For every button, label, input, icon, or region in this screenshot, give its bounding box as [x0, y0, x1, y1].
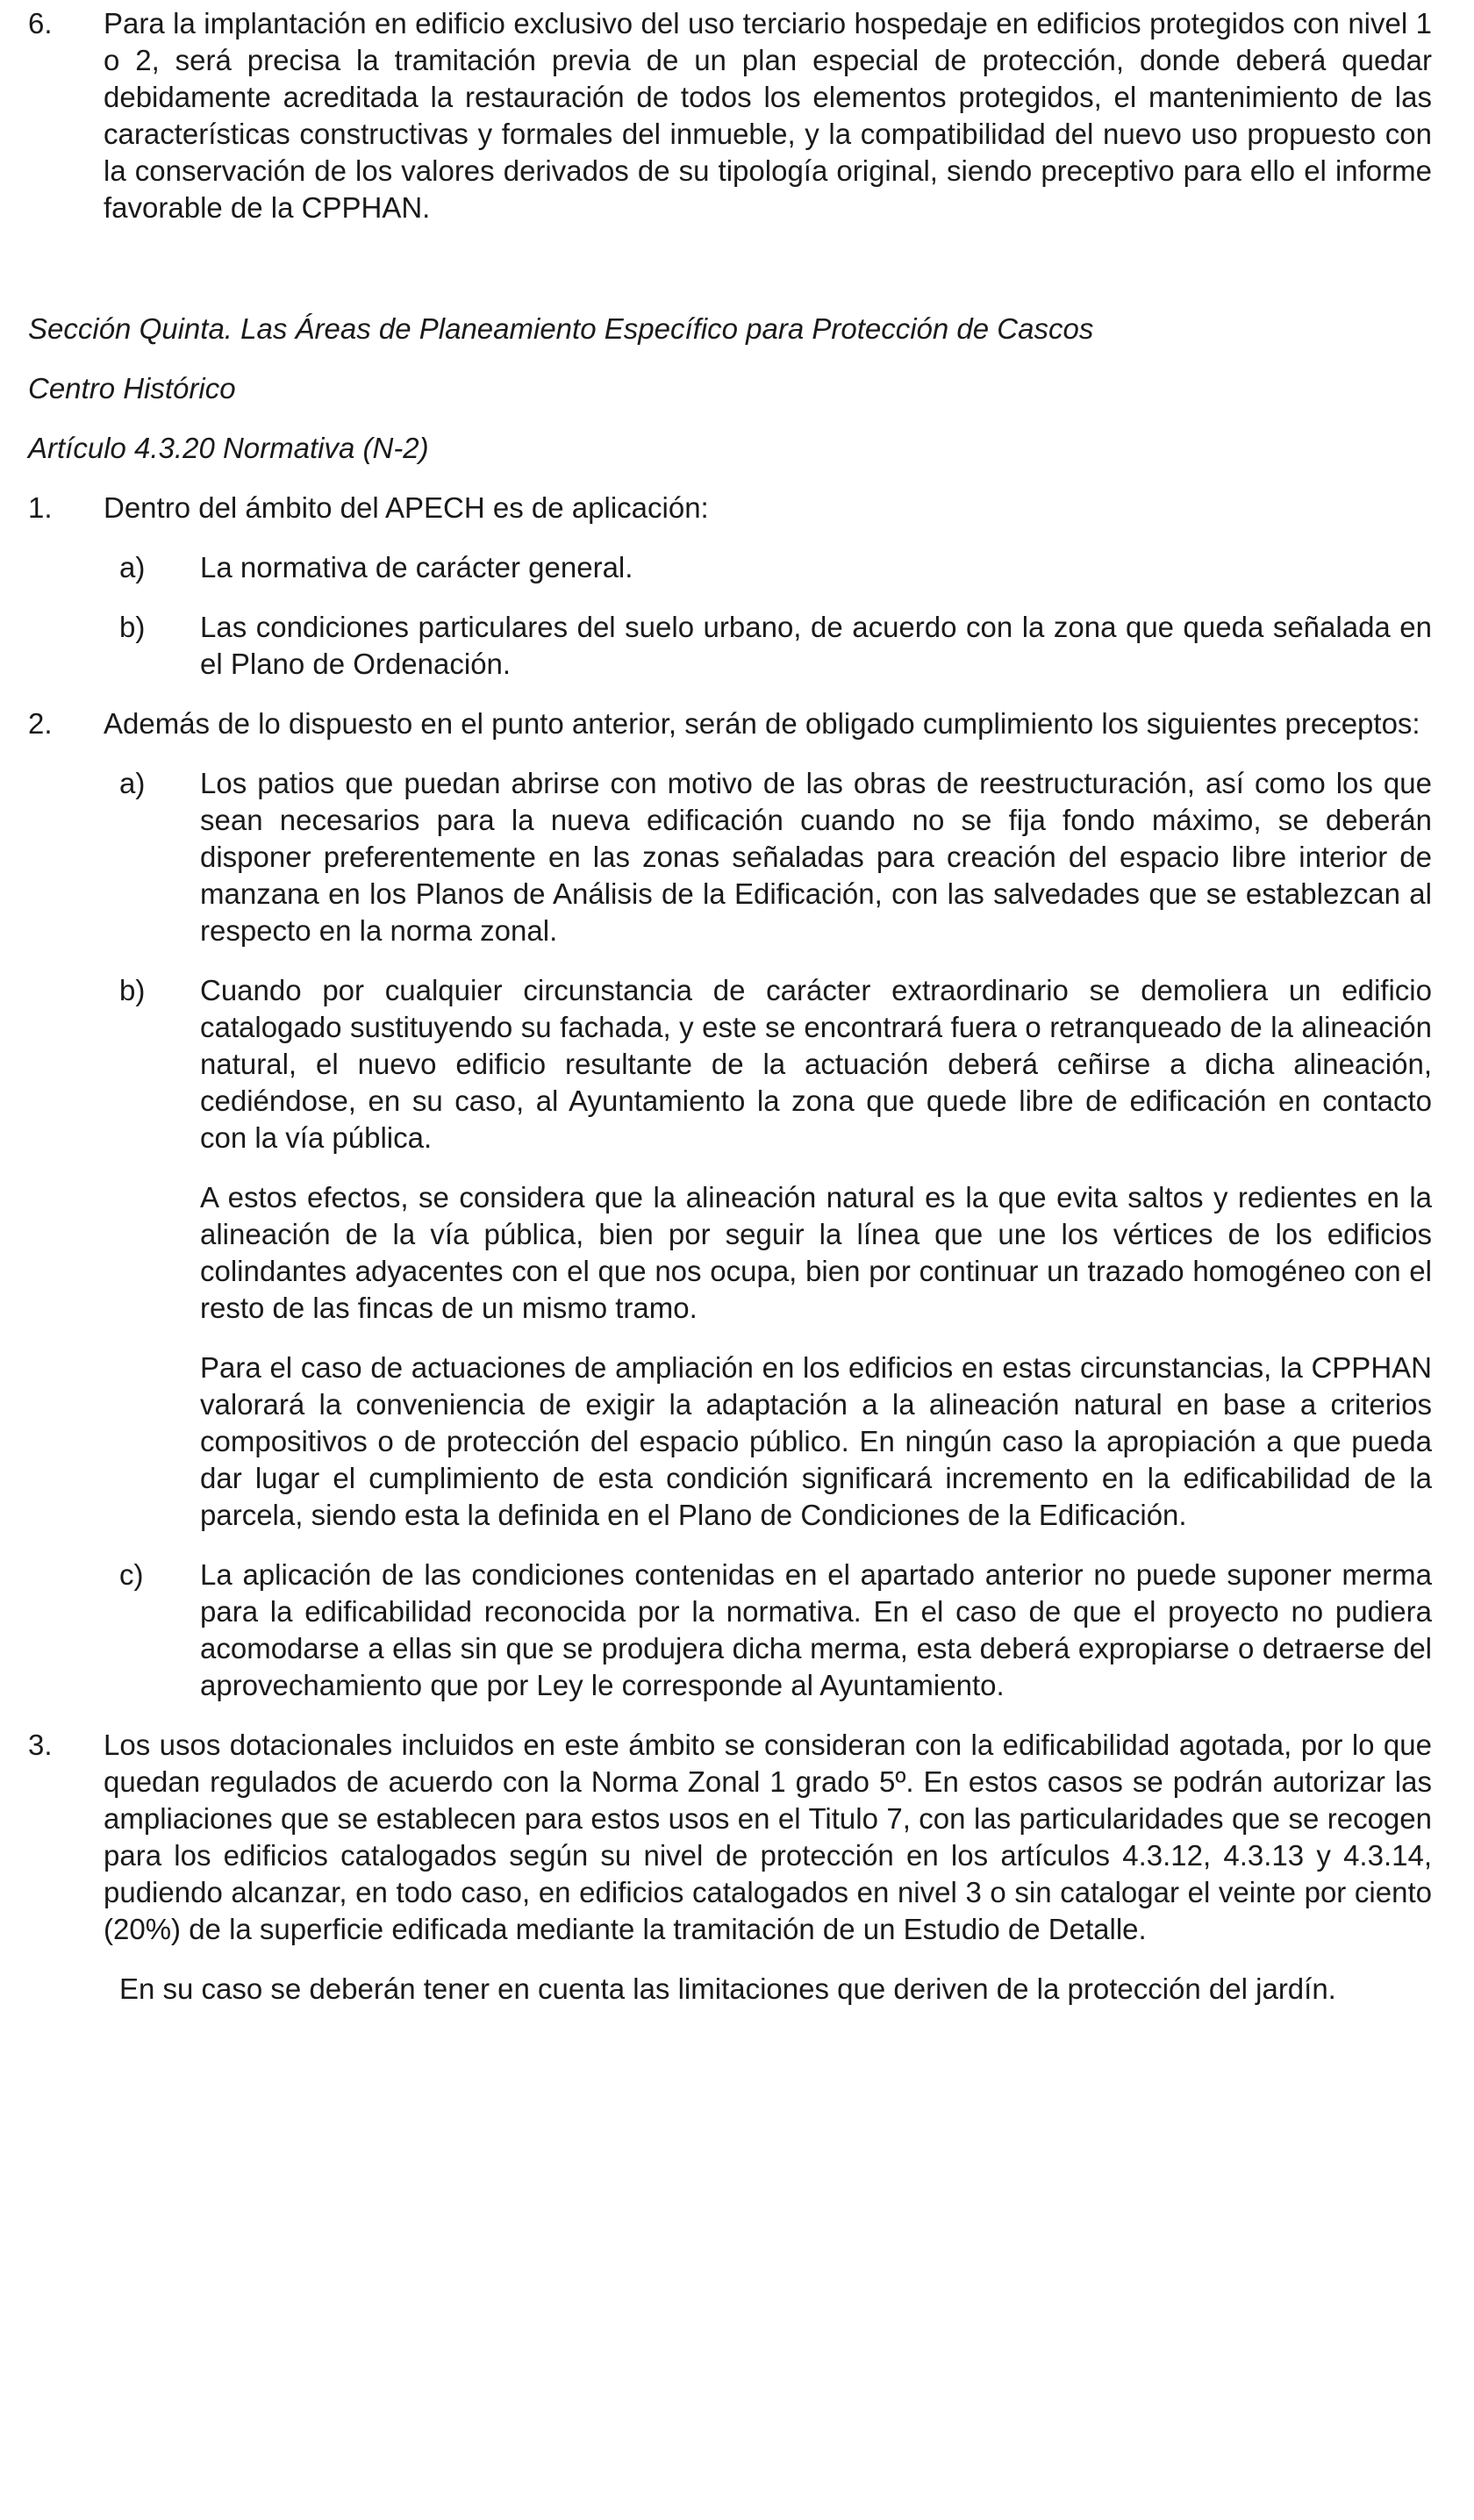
document-page: [28, 5, 1432, 2008]
item-text: Además de lo dispuesto en el punto anterior, serán de obligado cumplimiento los siguientes preceptos:: [104, 707, 1420, 740]
item-number: 6.: [28, 7, 53, 39]
article-item-1-a: [119, 549, 1432, 586]
article-item-2-c: [119, 1557, 1432, 1704]
item-number: 3.: [28, 1729, 53, 1761]
subitem-label: b): [119, 611, 146, 643]
article-item-2: [28, 705, 1432, 742]
article-item-2-b: [119, 972, 1432, 1156]
section-subtitle: Centro Histórico: [28, 372, 236, 404]
item-number: 1.: [28, 491, 53, 524]
item-text: Para la implantación en edificio exclusivo del uso terciario hospedaje en edificios protegidos con nivel 1 o 2, será precisa la tramitación previa de un plan especial de protección, donde deberá quedar debidamente acreditada la restauración de todos los elementos protegidos, el mantenimiento de las características constructivas y formales del inmueble, y la compatibilidad del nuevo uso propuesto con la conservación de los valores derivados de su tipología original, siendo preceptivo para ello el informe favorable de la CPPHAN.: [104, 7, 1432, 224]
item-text: Los usos dotacionales incluidos en este ámbito se consideran con la edificabilidad agotada, por lo que quedan regulados de acuerdo con la Norma Zonal 1 grado 5º. En estos casos se podrán autorizar las ampliaciones que se establecen para estos usos en el Titulo 7, con las particularidades que se recogen para los edificios catalogados según su nivel de protección en los artículos 4.3.12, 4.3.13 y 4.3.14, pudiendo alcanzar, en todo caso, en edificios catalogados en nivel 3 o sin catalogar el veinte por ciento (20%) de la superficie edificada mediante la tramitación de un Estudio de Detalle.: [104, 1729, 1432, 1945]
article-title: Artículo 4.3.20 Normativa (N-2): [28, 432, 429, 464]
article-item-1: [28, 490, 1432, 526]
subitem-label: b): [119, 974, 146, 1006]
subitem-text: Cuando por cualquier circunstancia de carácter extraordinario se demoliera un edificio catalogado sustituyendo su fachada, y este se encontrará fuera o retranqueado de la alineación natural, el nuevo edificio resultante de la actuación deberá ceñirse a dicha alineación, cediéndose, en su caso, al Ayuntamiento la zona que quede libre de edificación en contacto con la vía pública.: [200, 974, 1432, 1154]
item-number: 2.: [28, 707, 53, 740]
article-item-2-a: [119, 765, 1432, 949]
subitem-label: a): [119, 767, 146, 799]
item-text: Dentro del ámbito del APECH es de aplicación:: [104, 491, 709, 524]
article-item-3: [28, 1727, 1432, 1948]
article-item-1-b: [119, 609, 1432, 683]
subitem-text: La aplicación de las condiciones contenidas en el apartado anterior no puede suponer merma para la edificabilidad reconocida por la normativa. En el caso de que el proyecto no pudiera acomodarse a ellas sin que se produjera dicha merma, esta deberá expropiarse o detraerse del aprovechamiento que por Ley le corresponde al Ayuntamiento.: [200, 1558, 1432, 1701]
subitem-paragraph: A estos efectos, se considera que la alineación natural es la que evita saltos y redientes en la alineación de la vía pública, bien por seguir la línea que une los vértices de los edificios colindantes adyacentes con el que nos ocupa, bien por continuar un trazado homogéneo con el resto de las fincas de un mismo tramo.: [200, 1181, 1432, 1324]
list-item-6: [28, 5, 1432, 226]
subitem-label: c): [119, 1558, 144, 1591]
subitem-text: Las condiciones particulares del suelo urbano, de acuerdo con la zona que queda señalada en el Plano de Ordenación.: [200, 611, 1432, 680]
subitem-paragraph: Para el caso de actuaciones de ampliación en los edificios en estas circunstancias, la CPPHAN valorará la conveniencia de exigir la adaptación a la alineación natural en base a criterios compositivos o de protección del espacio público. En ningún caso la apropiación a que pueda dar lugar el cumplimiento de esta condición significará incremento en la edificabilidad de la parcela, siendo esta la definida en el Plano de Condiciones de la Edificación.: [200, 1351, 1432, 1531]
subitem-text: Los patios que puedan abrirse con motivo de las obras de reestructuración, así como los que sean necesarios para la nueva edificación cuando no se fija fondo máximo, se deberán disponer preferentemente en las zonas señaladas para creación del espacio libre interior de manzana en los Planos de Análisis de la Edificación, con las salvedades que se establezcan al respecto en la norma zonal.: [200, 767, 1432, 947]
item-paragraph: En su caso se deberán tener en cuenta las limitaciones que deriven de la protección del jardín.: [119, 1972, 1336, 2005]
section-title: Sección Quinta. Las Áreas de Planeamiento Específico para Protección de Cascos: [28, 312, 1094, 345]
subitem-label: a): [119, 551, 146, 583]
subitem-text: La normativa de carácter general.: [200, 551, 633, 583]
